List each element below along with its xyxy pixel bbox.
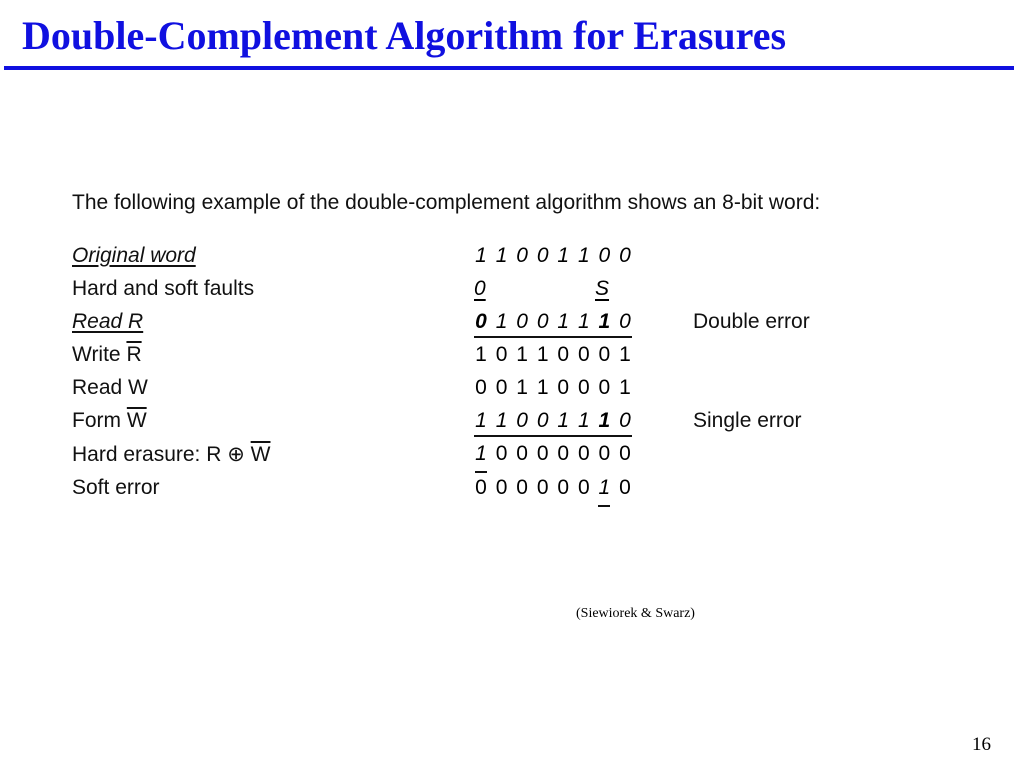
row-hard-soft-faults <box>0 273 1024 307</box>
bit: 1 <box>475 244 487 267</box>
label-read-w: Read W <box>72 376 148 399</box>
bit: 1 <box>577 244 590 267</box>
note-single-error: Single error <box>693 409 802 432</box>
bit: 0 <box>557 442 570 465</box>
label-write-r-bar <box>72 343 142 367</box>
bit: 1 <box>536 376 549 399</box>
bit: 1 <box>495 310 508 333</box>
title-underline <box>4 66 1014 70</box>
bit: 1 <box>577 409 590 432</box>
bit: 1 <box>619 376 631 399</box>
bit: 0 <box>516 244 528 267</box>
label-original-word: Original word <box>72 244 196 267</box>
bit: 1 <box>495 244 508 267</box>
bit: 1 <box>536 343 549 366</box>
bit: 0 <box>557 476 570 499</box>
bit: 0 <box>619 244 631 267</box>
bit: 0 <box>536 310 549 333</box>
label-overlined: $\overline{R}$ <box>126 343 142 366</box>
label-overlined: $\overline{W}$ <box>250 443 271 466</box>
soft-fault-marker: S <box>595 277 610 300</box>
bit: 1 <box>557 244 570 267</box>
bit: 0 <box>536 476 549 499</box>
intro-text: The following example of the double-complement algorithm shows an 8-bit word: <box>72 191 821 214</box>
label-read-r: Read R <box>72 310 144 333</box>
bit: 0 <box>475 476 487 499</box>
label-prefix: Hard erasure: R ⊕ <box>72 443 251 466</box>
row-read-r <box>0 306 1024 340</box>
bit: 0 <box>577 376 590 399</box>
bits-original-word <box>474 244 632 270</box>
label-soft-error: Soft error <box>72 476 160 499</box>
bit: 0 <box>536 442 549 465</box>
bits-read-w <box>474 376 632 402</box>
label-hard-soft-faults: Hard and soft faults <box>72 277 255 300</box>
bit: 0 <box>495 442 508 465</box>
page-number: 16 <box>972 734 991 755</box>
bit: 0 <box>577 442 590 465</box>
row-write-r-bar <box>0 339 1024 373</box>
row-form-w-bar <box>0 405 1024 439</box>
bit: 0 <box>619 409 631 432</box>
bit: 0 <box>577 476 590 499</box>
bit: 0 <box>598 343 611 366</box>
bits-form-w-bar <box>474 409 632 437</box>
bit: 1 <box>495 409 508 432</box>
hard-fault-marker: 0 <box>474 277 486 300</box>
bits-read-r <box>474 310 632 338</box>
bit: 0 <box>619 310 631 333</box>
bit-error: 0 <box>475 310 487 333</box>
bit: 0 <box>495 343 508 366</box>
bit-error: 1 <box>598 310 611 333</box>
bit: 0 <box>536 409 549 432</box>
note-double-error: Double error <box>693 310 810 333</box>
bit: 0 <box>516 442 528 465</box>
bit: 0 <box>495 376 508 399</box>
bit: 1 <box>516 376 528 399</box>
source-citation: (Siewiorek & Swarz) <box>576 606 695 621</box>
bit-marked: 1 <box>474 442 488 468</box>
row-read-w <box>0 372 1024 406</box>
bit: 1 <box>557 310 570 333</box>
label-prefix: Form <box>72 409 127 432</box>
bit: 0 <box>495 476 508 499</box>
slide-title: Double-Complement Algorithm for Erasures <box>22 13 787 58</box>
bit: 0 <box>577 343 590 366</box>
bit: 0 <box>516 310 528 333</box>
bit: 1 <box>577 310 590 333</box>
bit-marked: 1 <box>597 476 611 502</box>
bit: 0 <box>598 244 611 267</box>
bits-write-r-bar <box>474 343 632 369</box>
label-form-w-bar <box>72 409 147 433</box>
bit: 0 <box>619 442 631 465</box>
bit: 1 <box>619 343 631 366</box>
bits-hard-erasure <box>474 442 632 468</box>
bit: 0 <box>619 476 631 499</box>
bit: 0 <box>557 376 570 399</box>
label-overlined: $\overline{W}$ <box>126 409 147 432</box>
bit: 1 <box>516 343 528 366</box>
bits-soft-error <box>474 476 632 502</box>
bit-error: 1 <box>598 409 611 432</box>
bit: 1 <box>475 343 487 366</box>
row-soft-error <box>0 472 1024 506</box>
bit: 1 <box>557 409 570 432</box>
bit: 0 <box>557 343 570 366</box>
bit: 0 <box>536 244 549 267</box>
bit: 1 <box>475 409 487 432</box>
label-prefix: Write <box>72 343 127 366</box>
bit: 0 <box>598 442 611 465</box>
label-hard-erasure <box>72 442 270 467</box>
bit: 0 <box>475 376 487 399</box>
bit: 0 <box>516 409 528 432</box>
bit: 0 <box>516 476 528 499</box>
bit: 0 <box>598 376 611 399</box>
row-hard-erasure <box>0 438 1024 472</box>
row-original-word <box>0 240 1024 274</box>
